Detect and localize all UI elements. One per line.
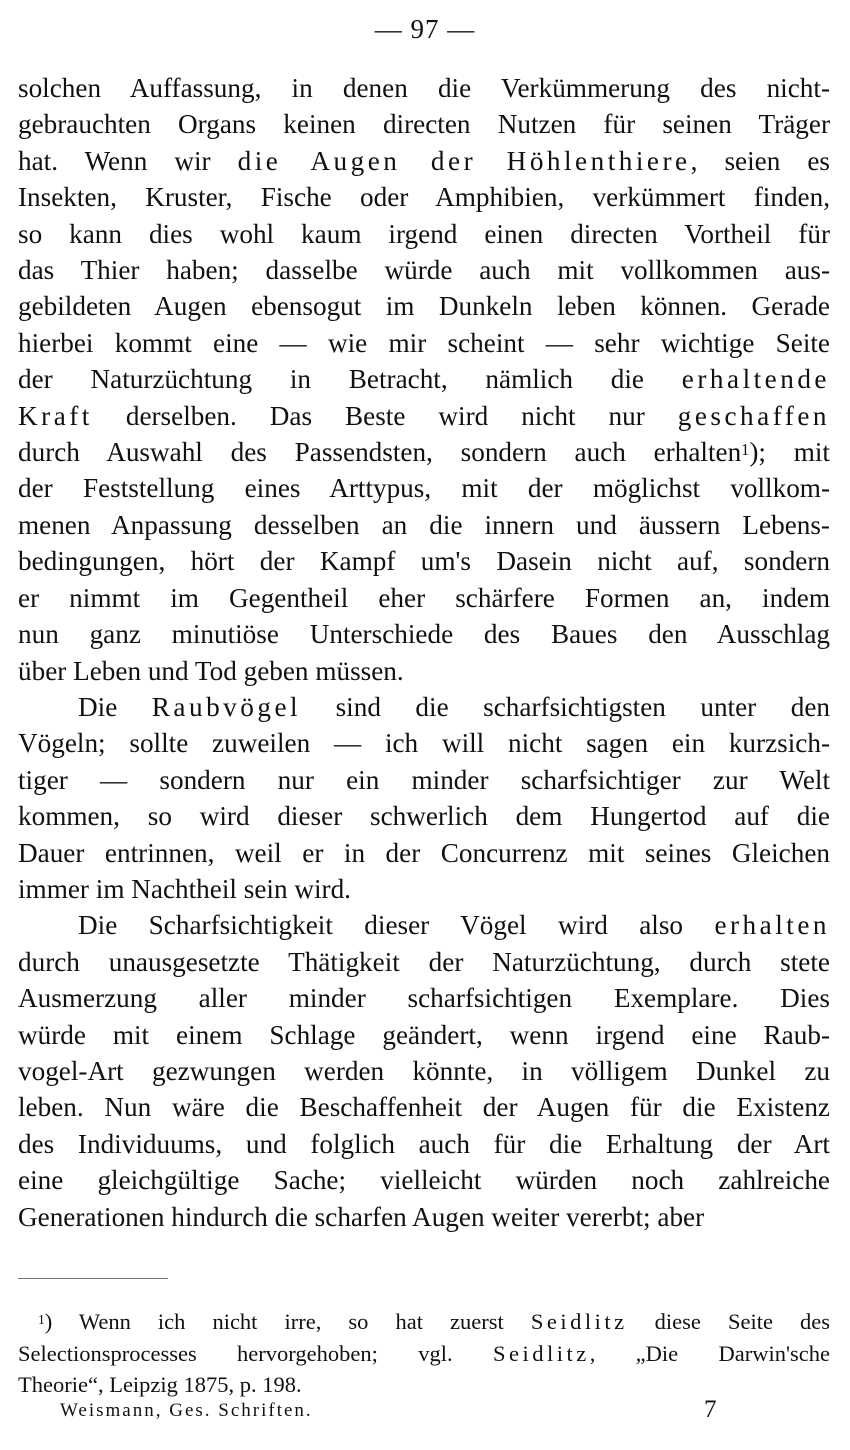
text-line	[18, 980, 830, 1016]
text-segment: Selectionsprocesses hervorgehoben; vgl.	[18, 1340, 493, 1366]
text-line	[18, 1089, 830, 1125]
text-line	[18, 835, 830, 871]
text-segment: leben. Nun wäre die Beschaffenheit der Augen für die Existenz	[18, 1092, 830, 1123]
spaced-emphasis: Seidlitz	[492, 1340, 590, 1366]
footnote-marker: 1	[741, 440, 750, 460]
text-segment: Theorie“, Leipzig 1875, p. 198.	[18, 1372, 302, 1397]
text-line	[18, 288, 830, 324]
text-line	[18, 325, 830, 361]
text-segment: gebildeten Augen ebensogut im Dunkeln leben können. Gerade	[18, 291, 830, 322]
text-segment: hat. Wenn wir	[18, 145, 238, 176]
text-segment: menen Anpassung desselben an die innern und äussern Lebens-	[18, 509, 830, 540]
text-segment: das Thier haben; dasselbe würde auch mit vollkommen aus-	[18, 255, 830, 286]
text-line	[18, 798, 830, 834]
text-line	[18, 70, 830, 106]
text-line	[18, 434, 830, 470]
text-segment: der Naturzüchtung in Betracht, nämlich die	[18, 364, 682, 395]
text-segment: des Individuums, und folglich auch für die Erhaltung der Art	[18, 1128, 830, 1159]
text-segment: Dauer entrinnen, weil er in der Concurrenz mit seines Gleichen	[18, 837, 830, 868]
text-segment: durch Auswahl des Passendsten, sondern auch erhalten	[18, 437, 742, 468]
signature-mark: Weismann, Ges. Schriften.	[60, 1400, 313, 1421]
text-segment: ); mit	[749, 437, 830, 468]
text-line	[18, 216, 830, 252]
text-segment: bedingungen, hört der Kampf um's Dasein nicht auf, sondern	[18, 546, 830, 577]
text-segment: vogel-Art gezwungen werden könnte, in völligem Dunkel zu	[18, 1055, 830, 1086]
text-segment: durch unausgesetzte Thätigkeit der Naturzüchtung, durch stete	[18, 946, 830, 977]
text-line	[18, 143, 830, 179]
footnote-divider	[18, 1278, 168, 1279]
text-segment: diese Seite des	[627, 1309, 830, 1334]
text-segment: immer im Nachtheil sein wird.	[18, 873, 351, 904]
sheet-number: 7	[704, 1396, 717, 1423]
text-line	[18, 1017, 830, 1053]
text-segment: der Feststellung eines Arttypus, mit der möglichst vollkom-	[18, 473, 830, 504]
text-segment: Insekten, Kruster, Fische oder Amphibien, verkümmert finden,	[18, 182, 830, 213]
text-line	[18, 543, 830, 579]
text-line	[18, 361, 830, 397]
text-line	[18, 179, 830, 215]
footnote-marker: 1	[38, 1312, 45, 1327]
text-segment: kommen, so wird dieser schwerlich dem Hungertod auf die	[18, 801, 830, 832]
text-line	[18, 944, 830, 980]
text-segment: über Leben und Tod geben müssen.	[18, 655, 404, 686]
text-segment: sind die scharfsichtigsten unter den	[301, 691, 831, 722]
text-segment: Die	[78, 691, 152, 722]
text-segment: Ausmerzung aller minder scharfsichtigen Exemplare. Dies	[18, 983, 830, 1014]
spaced-emphasis: Kraft	[18, 400, 93, 431]
text-line	[18, 762, 830, 798]
text-line	[18, 1053, 830, 1089]
paragraph	[18, 907, 830, 1235]
spaced-emphasis: Seidlitz	[530, 1309, 628, 1334]
footnote	[18, 1306, 830, 1401]
text-line	[18, 507, 830, 543]
text-segment: so kann dies wohl kaum irgend einen directen Vortheil für	[18, 218, 830, 249]
text-line	[18, 580, 830, 616]
spaced-emphasis: erhalten	[714, 910, 830, 941]
text-segment: Die Scharfsichtigkeit dieser Vögel wird also	[78, 910, 715, 941]
text-line	[18, 106, 830, 142]
text-segment: solchen Auffassung, in denen die Verkümmerung des nicht-	[18, 73, 830, 103]
spaced-emphasis: die Augen der Höhlenthiere	[237, 145, 691, 176]
text-segment: , seien es	[690, 145, 831, 176]
paragraph	[18, 70, 830, 689]
text-segment: ) Wenn ich nicht irre, so hat zuerst	[44, 1309, 531, 1334]
text-segment: tiger — sondern nur ein minder scharfsichtiger zur Welt	[18, 764, 830, 795]
footnote-line	[18, 1306, 830, 1338]
text-segment: , „Die Darwin'sche	[589, 1340, 831, 1366]
text-line	[18, 689, 830, 725]
text-line	[18, 616, 830, 652]
text-line	[18, 252, 830, 288]
text-segment: Vögeln; sollte zuweilen — ich will nicht sagen ein kurzsich-	[18, 728, 830, 759]
text-segment: hierbei kommt eine — wie mir scheint — sehr wichtige Seite	[18, 327, 830, 358]
text-line	[18, 1162, 830, 1198]
body-text	[18, 70, 830, 1235]
footnote-line	[18, 1338, 830, 1370]
text-segment: eine gleichgültige Sache; vielleicht würden noch zahlreiche	[18, 1165, 830, 1196]
text-line	[18, 653, 830, 689]
text-segment: derselben. Das Beste wird nicht nur	[92, 400, 678, 431]
spaced-emphasis: Raubvögel	[151, 691, 302, 722]
text-line	[18, 1126, 830, 1162]
text-line	[18, 1199, 830, 1235]
text-line	[18, 725, 830, 761]
text-segment: er nimmt im Gegentheil eher schärfere Formen an, indem	[18, 582, 830, 613]
text-segment: nun ganz minutiöse Unterschiede des Baues den Ausschlag	[18, 619, 830, 650]
text-line	[18, 470, 830, 506]
text-line	[18, 398, 830, 434]
spaced-emphasis: geschaffen	[677, 400, 830, 431]
text-line	[18, 907, 830, 943]
text-segment: Generationen hindurch die scharfen Augen weiter vererbt; aber	[18, 1201, 705, 1232]
text-segment: gebrauchten Organs keinen directen Nutzen für seinen Träger	[18, 109, 830, 140]
spaced-emphasis: erhaltende	[681, 364, 830, 395]
page-number-header: — 97 —	[374, 14, 476, 44]
text-segment: würde mit einem Schlage geändert, wenn irgend eine Raub-	[18, 1019, 830, 1050]
paragraph	[18, 689, 830, 907]
text-line	[18, 871, 830, 907]
